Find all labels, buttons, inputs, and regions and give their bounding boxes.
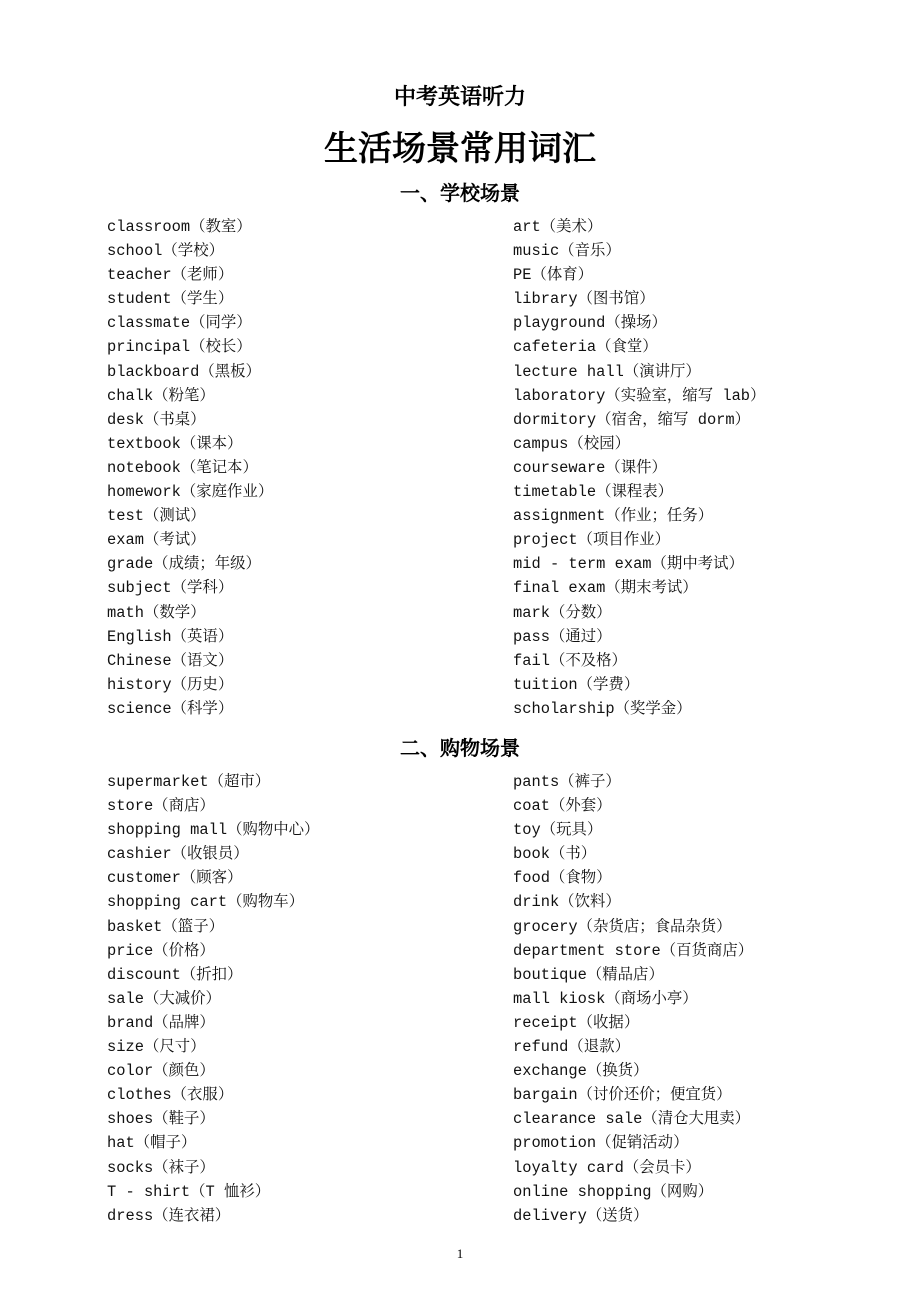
vocab-item: laboratory（实验室，缩写 lab） [513, 386, 766, 405]
vocab-item: campus（校园） [513, 434, 630, 453]
vocab-item: pants（裤子） [513, 773, 621, 791]
vocab-item: Chinese（语文） [107, 651, 234, 670]
vocab-item: blackboard（黑板） [107, 362, 261, 381]
vocab-item: dormitory（宿舍，缩写 dorm） [513, 410, 751, 429]
vocab-item: fail（不及格） [513, 651, 627, 670]
document-subtitle: 生活场景常用词汇 [324, 129, 596, 169]
vocab-grid-shopping [107, 770, 827, 1228]
vocab-item: department store（百货商店） [513, 941, 754, 960]
vocab-item: final exam（期末考试） [513, 579, 698, 598]
vocab-item: hat（帽子） [107, 1134, 197, 1153]
vocab-item: clearance sale（清仓大甩卖） [513, 1110, 751, 1129]
vocab-item: online shopping（网购） [513, 1182, 714, 1201]
vocab-item: food（食物） [513, 869, 612, 888]
vocab-item: timetable（课程表） [513, 483, 674, 502]
vocab-item: grade（成绩；年级） [107, 555, 261, 574]
vocab-item: supermarket（超市） [107, 773, 271, 791]
vocab-item: math（数学） [107, 603, 206, 622]
vocab-item: PE（体育） [513, 266, 594, 285]
vocab-item: color（颜色） [107, 1062, 215, 1081]
vocab-item: cashier（收银员） [107, 845, 249, 864]
vocab-item: book（书） [513, 845, 597, 864]
vocab-item: customer（顾客） [107, 869, 243, 888]
vocab-item: homework（家庭作业） [107, 483, 274, 502]
vocab-item: science（科学） [107, 699, 234, 718]
vocab-item: basket（篮子） [107, 917, 224, 936]
vocab-item: project（项目作业） [513, 531, 670, 550]
vocab-grid-school [107, 215, 827, 721]
vocab-item: textbook（课本） [107, 434, 243, 453]
vocab-item: principal（校长） [107, 338, 252, 357]
vocab-item: music（音乐） [513, 242, 621, 261]
vocab-item: mall kiosk（商场小亭） [513, 989, 698, 1008]
vocab-item: dress（连衣裙） [107, 1206, 231, 1225]
vocab-item: history（历史） [107, 675, 234, 694]
vocab-item: cafeteria（食堂） [513, 338, 658, 357]
vocab-item: promotion（促销活动） [513, 1134, 689, 1153]
vocab-item: chalk（粉笔） [107, 386, 215, 405]
vocab-item: exam（考试） [107, 531, 206, 550]
vocab-item: T - shirt（T 恤衫） [107, 1182, 271, 1201]
vocab-item: pass（通过） [513, 627, 612, 646]
vocab-column-right [513, 770, 827, 1228]
vocab-item: teacher（老师） [107, 266, 234, 285]
vocab-item: English（英语） [107, 627, 234, 646]
document-title: 中考英语听力 [393, 85, 526, 110]
vocab-item: refund（退款） [513, 1038, 630, 1057]
vocab-item: brand（品牌） [107, 1013, 215, 1032]
vocab-item: loyalty card（会员卡） [513, 1158, 701, 1177]
vocab-item: playground（操场） [513, 314, 667, 333]
vocab-item: lecture hall（演讲厅） [513, 362, 701, 381]
vocab-item: scholarship（奖学金） [513, 699, 692, 718]
vocab-item: grocery（杂货店；食品杂货） [513, 917, 732, 936]
vocab-item: art（美术） [513, 218, 603, 236]
vocab-item: shopping mall（购物中心） [107, 821, 320, 840]
vocab-item: size（尺寸） [107, 1038, 206, 1057]
vocab-item: classroom（教室） [107, 218, 252, 236]
vocab-item: notebook（笔记本） [107, 458, 258, 477]
vocab-item: subject（学科） [107, 579, 234, 598]
vocab-item: tuition（学费） [513, 675, 640, 694]
vocab-item: sale（大减价） [107, 989, 221, 1008]
vocab-item: shopping cart（购物车） [107, 893, 305, 912]
vocab-item: test（测试） [107, 507, 206, 526]
vocab-item: mid - term exam（期中考试） [513, 555, 744, 574]
vocab-item: boutique（精品店） [513, 965, 664, 984]
vocab-item: library（图书馆） [513, 290, 655, 309]
vocab-item: delivery（送货） [513, 1206, 649, 1225]
vocab-item: student（学生） [107, 290, 234, 309]
vocab-item: school（学校） [107, 242, 224, 261]
vocab-item: clothes（衣服） [107, 1086, 234, 1105]
vocab-item: drink（饮料） [513, 893, 621, 912]
section-heading-shopping: 二、购物场景 [400, 736, 520, 760]
vocab-column-left [107, 770, 513, 1228]
vocab-item: classmate（同学） [107, 314, 252, 333]
vocab-item: store（商店） [107, 797, 215, 816]
vocab-column-right [513, 215, 827, 721]
page-number: 1 [456, 1246, 464, 1261]
section-heading-school: 一、学校场景 [400, 181, 520, 205]
vocab-item: socks（袜子） [107, 1158, 215, 1177]
vocab-item: assignment（作业；任务） [513, 507, 714, 526]
vocab-item: receipt（收据） [513, 1013, 640, 1032]
vocab-item: coat（外套） [513, 797, 612, 816]
vocab-item: price（价格） [107, 941, 215, 960]
vocab-item: bargain（讨价还价；便宜货） [513, 1086, 732, 1105]
vocab-item: exchange（换货） [513, 1062, 649, 1081]
vocab-item: shoes（鞋子） [107, 1110, 215, 1129]
vocab-column-left [107, 215, 513, 721]
vocab-item: courseware（课件） [513, 458, 667, 477]
vocab-item: toy（玩具） [513, 821, 603, 840]
vocab-item: discount（折扣） [107, 965, 243, 984]
vocab-item: desk（书桌） [107, 410, 206, 429]
vocab-item: mark（分数） [513, 603, 612, 622]
